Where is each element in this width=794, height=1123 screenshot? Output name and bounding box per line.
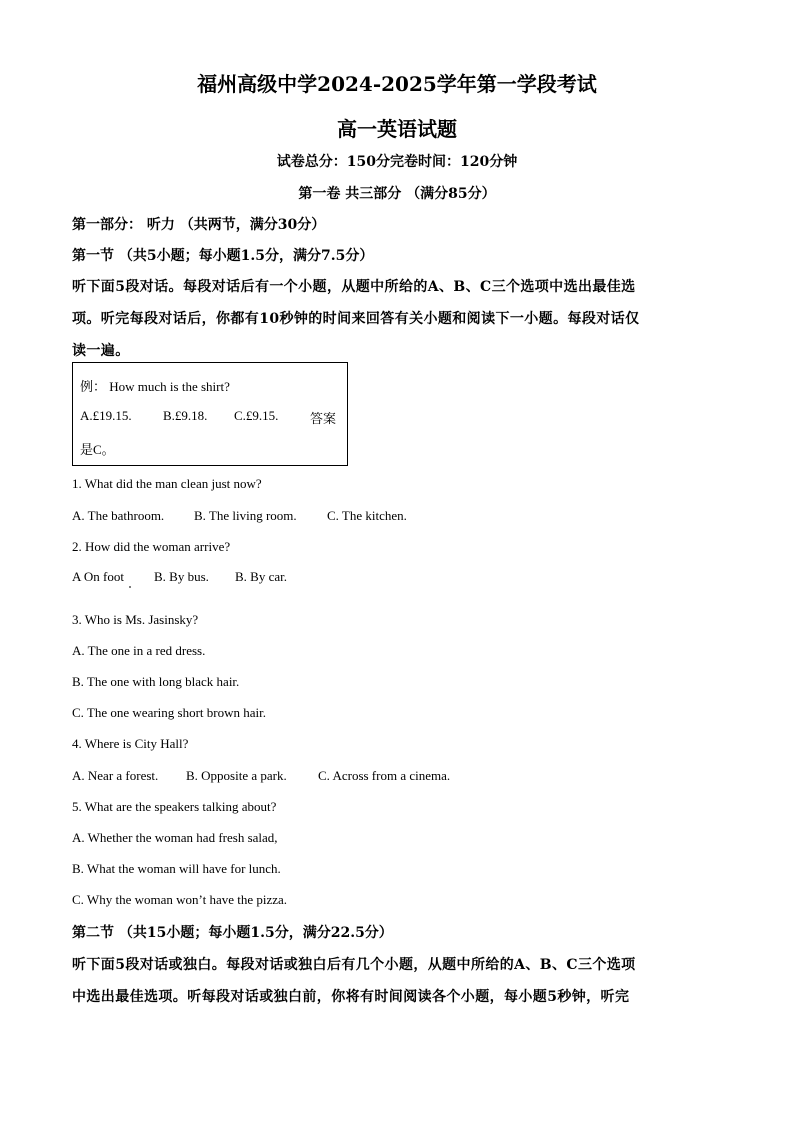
option-a: A. The bathroom. <box>72 508 165 523</box>
section1-instruction-line: 读一遍。 <box>72 343 130 359</box>
question-text: 3. Who is Ms. Jasinsky? <box>72 612 199 627</box>
exam-info: 试卷总分：150分完卷时间：120分钟 <box>276 154 518 170</box>
example-answer-cont: 是C。 <box>80 442 115 457</box>
section1-instruction-line: 听下面5段对话。每段对话后有一个小题，从题中所给的A、B、C三个选项中选出最佳选 <box>72 279 636 295</box>
example-answer: 答案 <box>310 411 337 426</box>
option-c: C. The one wearing short brown hair. <box>72 705 266 720</box>
section2-instruction-line: 中选出最佳选项。听每段对话或独白前，你将有时间阅读各个小题，每小题5秒钟，听完 <box>72 989 630 1005</box>
example-question: 例： How much is the shirt? <box>80 379 230 394</box>
question-text: 1. What did the man clean just now? <box>72 476 262 491</box>
option-b: B. By bus. <box>154 569 209 584</box>
section1-heading: 第一节 （共5小题；每小题1.5分，满分7.5分） <box>72 248 374 264</box>
question-options-row <box>72 768 450 784</box>
question-text: 5. What are the speakers talking about? <box>72 799 277 814</box>
option-a: A. Near a forest. <box>72 768 159 783</box>
exam-subtitle: 高一英语试题 <box>337 117 457 141</box>
option-a: A On foot <box>72 569 124 584</box>
option-c: C. The kitchen. <box>327 508 407 523</box>
question-options-row <box>72 508 407 524</box>
question-text: 2. How did the woman arrive? <box>72 539 231 554</box>
section2-heading: 第二节 （共15小题；每小题1.5分，满分22.5分） <box>72 925 393 941</box>
section2-instruction-line: 听下面5段对话或独白。每段对话或独白后有几个小题，从题中所给的A、B、C三个选项 <box>72 957 636 973</box>
question-text: 4. Where is City Hall? <box>72 736 189 751</box>
option-c: B. By car. <box>235 569 287 584</box>
option-b: B. Opposite a park. <box>186 768 287 783</box>
section1-instruction-line: 项。听完每段对话后，你都有10秒钟的时间来回答有关小题和阅读下一小题。每段对话仅 <box>72 311 640 327</box>
example-option: C.£9.15. <box>234 408 279 423</box>
exam-title: 福州高级中学2024-2025学年第一学段考试 <box>197 72 597 96</box>
option-b: B. The living room. <box>194 508 297 523</box>
stray-dot <box>129 586 131 588</box>
example-option: A.£19.15. <box>80 408 132 423</box>
example-option: B.£9.18. <box>163 408 208 423</box>
option-b: B. What the woman will have for lunch. <box>72 861 281 876</box>
option-b: B. The one with long black hair. <box>72 674 240 689</box>
volume-heading: 第一卷 共三部分 （满分85分） <box>298 186 496 202</box>
question-options-row <box>72 569 287 585</box>
option-c: C. Across from a cinema. <box>318 768 451 783</box>
part1-heading: 第一部分： 听力 （共两节，满分30分） <box>72 217 326 233</box>
option-a: A. Whether the woman had fresh salad, <box>72 830 278 845</box>
example-box <box>72 362 348 466</box>
option-a: A. The one in a red dress. <box>72 643 206 658</box>
option-c: C. Why the woman won’t have the pizza. <box>72 892 288 907</box>
